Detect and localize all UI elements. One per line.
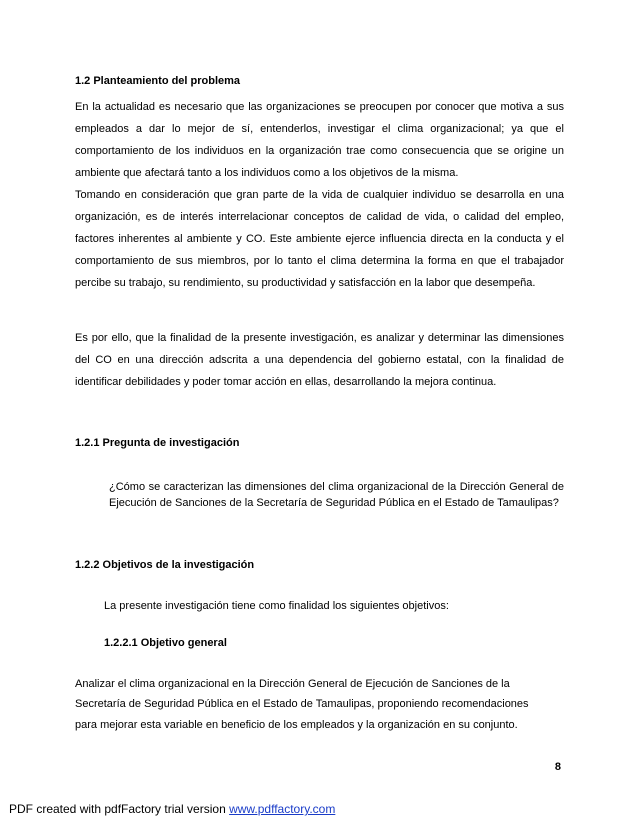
- paragraph-1: En la actualidad es necesario que las organizaciones se preocupen por conocer que motiva a sus empleados a dar lo mejor de sí, entenderlos, investigar el clima organizacional; ya que el comportamiento de los individuos en la organización trae como consecuencia que se origine un ambiente que afectará tanto a los individuos como a los objetivos de la misma.: [75, 101, 564, 179]
- section-heading-1-2-2-1: 1.2.2.1 Objetivo general: [104, 637, 227, 649]
- footer-text: PDF created with pdfFactory trial version: [9, 802, 230, 816]
- section-heading-1-2-2: 1.2.2 Objetivos de la investigación: [75, 559, 255, 571]
- objectives-intro: La presente investigación tiene como finalidad los siguientes objetivos:: [104, 600, 449, 612]
- page-number: 8: [554, 761, 561, 773]
- section-heading-1-2: 1.2 Planteamiento del problema: [75, 75, 241, 87]
- research-question: ¿Cómo se caracterizan las dimensiones del clima organizacional de la Dirección General de Ejecución de Sanciones de la Secretaría de Seguridad Pública en el Estado de Tamaulipas?: [109, 481, 564, 509]
- section-heading-1-2-1: 1.2.1 Pregunta de investigación: [75, 437, 240, 449]
- general-objective-line-2: Secretaría de Seguridad Pública en el Estado de Tamaulipas, proponiendo recomendaciones: [75, 698, 529, 710]
- pdf-footer: [9, 802, 335, 816]
- paragraph-3: Es por ello, que la finalidad de la presente investigación, es analizar y determinar las dimensiones del CO en una dirección adscrita a una dependencia del gobierno estatal, con la finalidad de identificar debilidades y poder tomar acción en ellas, desarrollando la mejora continua.: [75, 332, 564, 388]
- paragraph-2: Tomando en consideración que gran parte de la vida de cualquier individuo se desarrolla en una organización, es de interés interrelacionar conceptos de calidad de vida, o calidad del empleo, factores inherentes al ambiente y CO. Este ambiente ejerce influencia directa en la conducta y el comportamiento de sus miembros, por lo tanto el clima determina la forma en que el trabajador percibe su trabajo, su rendimiento, su productividad y satisfacción en la labor que desempeña.: [75, 189, 564, 289]
- general-objective-line-1: Analizar el clima organizacional en la Dirección General de Ejecución de Sanciones de la: [75, 678, 510, 690]
- general-objective-line-3: para mejorar esta variable en beneficio de los empleados y la organización en su conjunto.: [75, 719, 518, 731]
- footer-link[interactable]: www.pdffactory.com: [229, 802, 336, 816]
